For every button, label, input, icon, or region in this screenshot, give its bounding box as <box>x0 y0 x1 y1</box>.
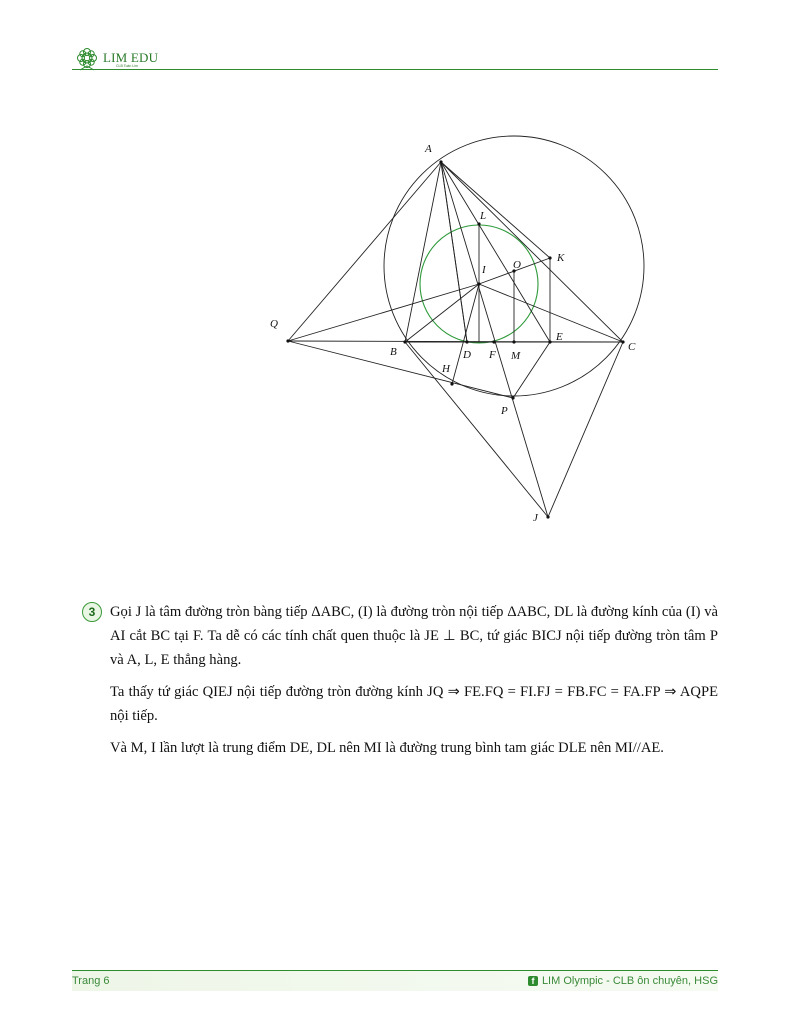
item-number-badge: 3 <box>82 602 102 622</box>
facebook-icon: f <box>528 976 538 986</box>
solution-text <box>82 600 718 768</box>
label-q: Q <box>270 318 278 330</box>
line-qc <box>288 341 623 342</box>
paragraph-3: Và M, I lần lượt là trung điểm DE, DL nên MI là đường trung bình tam giác DLE nên MI//AE. <box>110 740 664 756</box>
brand-name: LIM EDU <box>103 50 159 65</box>
label-f: F <box>489 349 496 361</box>
page-number: Trang 6 <box>72 975 110 987</box>
label-e: E <box>556 331 563 343</box>
header-rule <box>72 69 718 70</box>
brand-subtitle: CLB Toán Lim <box>116 64 138 68</box>
line-qp <box>288 341 513 398</box>
line-qi <box>288 284 479 341</box>
line-cj <box>548 342 623 517</box>
label-i: I <box>482 264 486 276</box>
footer-credit <box>528 975 718 987</box>
line-qa <box>288 162 441 341</box>
label-o: O <box>513 259 521 271</box>
label-a: A <box>425 143 432 155</box>
label-d: D <box>463 349 471 361</box>
label-b: B <box>390 346 397 358</box>
paragraph-1 <box>88 600 718 672</box>
paragraph-1-text: Gọi J là tâm đường tròn bàng tiếp ΔABC, (I) là đường tròn nội tiếp ΔABC, DL là đường kính của (I) và AI cắt BC tại F. Ta dễ có các tính chất quen thuộc là JE ⊥ BC, tứ giác BICJ nội tiếp đường tròn tâm P và A, L, E thẳng hàng. <box>110 604 718 668</box>
line-ib <box>405 284 479 342</box>
line-ae <box>441 162 550 342</box>
line-aq-tangent <box>441 162 467 342</box>
paragraph-2: Ta thấy tứ giác QIEJ nội tiếp đường tròn đường kính JQ ⇒ FE.FQ = FI.FJ = FB.FC = FA.FP ⇒ AQPE nội tiếp. <box>110 684 718 724</box>
line-bj <box>405 342 548 517</box>
line-ak <box>441 162 550 258</box>
label-j: J <box>533 512 538 524</box>
geometry-figure <box>240 130 660 530</box>
footer-rule <box>72 970 718 971</box>
footer-credit-text: LIM Olympic - CLB ôn chuyên, HSG <box>541 975 718 987</box>
label-k: K <box>557 252 565 264</box>
label-m: M <box>511 350 521 362</box>
line-ic <box>479 284 623 342</box>
label-c: C <box>628 341 636 353</box>
label-l: L <box>480 210 487 222</box>
label-h: H <box>442 363 450 375</box>
label-p: P <box>501 405 508 417</box>
